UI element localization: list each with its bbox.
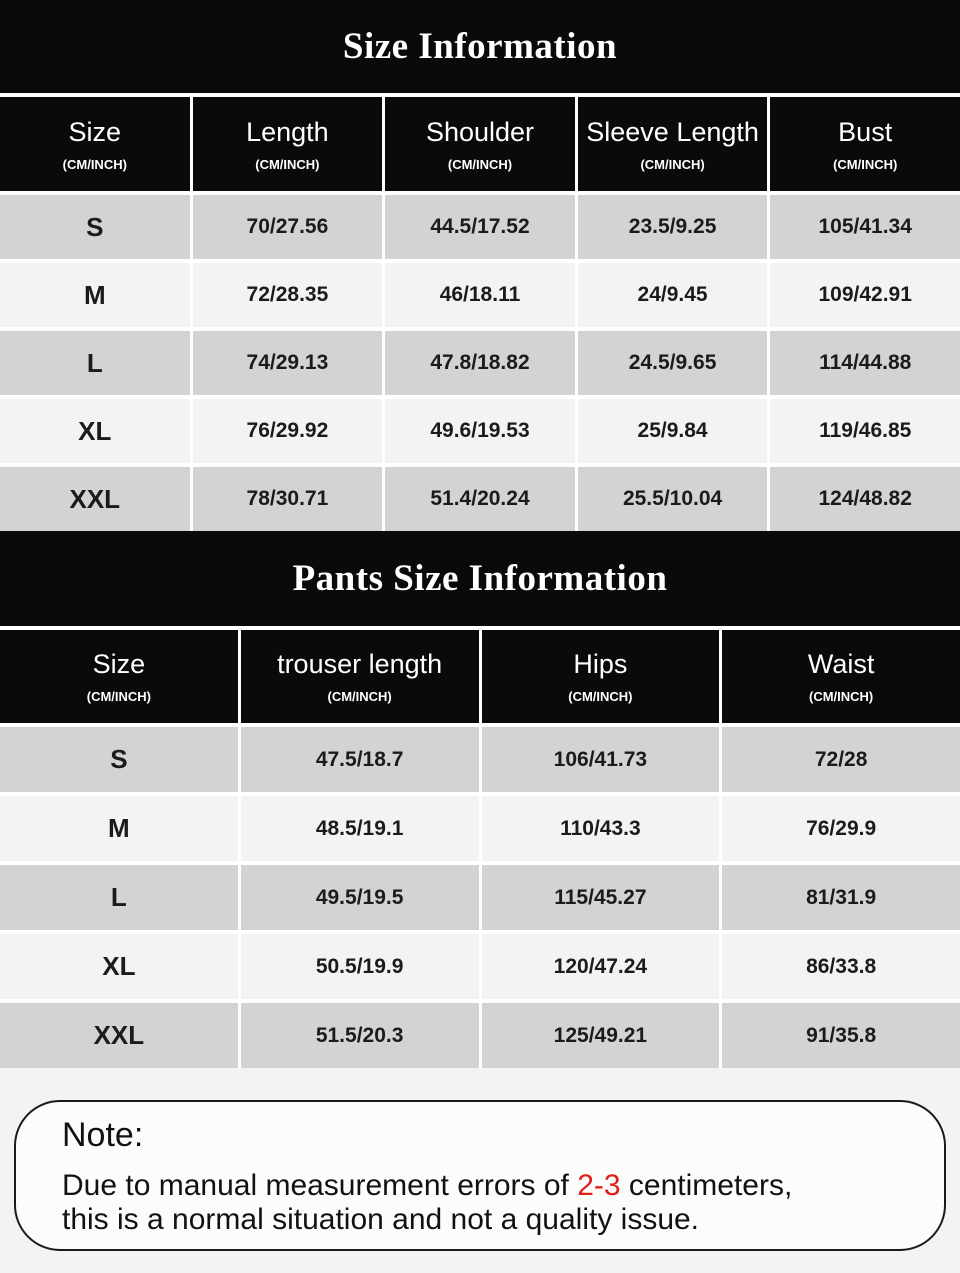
column-label: Size [68,116,122,147]
column-label: Sleeve Length [586,116,759,147]
shirt-value-cell: 74/29.13 [193,331,383,395]
shirt-size-cell: XXL [0,467,190,531]
note-section [0,1068,960,1273]
shirt-size-title-band [0,0,960,93]
shirt-value-cell: 78/30.71 [193,467,383,531]
pants-value-cell: 125/49.21 [482,1003,720,1068]
unit-label: (CM/INCH) [86,689,151,704]
shirt-value-cell: 24.5/9.65 [578,331,768,395]
column-label: Bust [838,116,893,147]
shirt-size-cell: M [0,263,190,327]
unit-label: (CM/INCH) [640,156,705,172]
column-label: Length [246,116,329,147]
shirt-value-cell: 119/46.85 [770,399,960,463]
shirt-value-cell: 23.5/9.25 [578,195,768,259]
note-heading: Note: [62,1116,144,1154]
unit-label: (CM/INCH) [568,689,633,704]
shirt-size-cell: S [0,195,190,259]
pants-col-header-size [0,630,238,723]
pants-value-cell: 72/28 [722,727,960,792]
pants-value-cell: 81/31.9 [722,865,960,930]
note-text: centimeters, [620,1169,793,1202]
pants-size-title: Pants Size Information [292,558,668,599]
pants-value-cell: 47.5/18.7 [241,727,479,792]
column-label: Waist [807,649,875,679]
column-label: trouser length [277,649,443,679]
column-label: Shoulder [425,116,535,147]
shirt-value-cell: 51.4/20.24 [385,467,575,531]
shirt-value-cell: 25/9.84 [578,399,768,463]
shirt-value-cell: 124/48.82 [770,467,960,531]
pants-value-cell: 49.5/19.5 [241,865,479,930]
pants-value-cell: 91/35.8 [722,1003,960,1068]
shirt-value-cell: 114/44.88 [770,331,960,395]
unit-label: (CM/INCH) [447,156,513,172]
shirt-col-header-bust [770,97,960,191]
pants-col-header-hips [482,630,720,723]
pants-value-cell: 76/29.9 [722,796,960,861]
pants-col-header-waist [722,630,960,723]
unit-label: (CM/INCH) [62,156,127,172]
pants-size-cell: S [0,727,238,792]
shirt-table-body [0,191,960,531]
pants-table-body [0,723,960,1068]
note-box [14,1100,946,1251]
pants-table-header [0,630,960,723]
shirt-value-cell: 25.5/10.04 [578,467,768,531]
shirt-value-cell: 109/42.91 [770,263,960,327]
shirt-col-header-shoulder [385,97,575,191]
unit-label: (CM/INCH) [808,689,874,704]
shirt-value-cell: 44.5/17.52 [385,195,575,259]
pants-value-cell: 50.5/19.9 [241,934,479,999]
unit-label: (CM/INCH) [255,156,320,172]
note-highlight: 2-3 [577,1169,621,1202]
shirt-value-cell: 105/41.34 [770,195,960,259]
shirt-value-cell: 47.8/18.82 [385,331,575,395]
shirt-value-cell: 76/29.92 [193,399,383,463]
pants-size-cell: XL [0,934,238,999]
pants-value-cell: 120/47.24 [482,934,720,999]
column-label: Size [92,649,146,679]
pants-value-cell: 115/45.27 [482,865,720,930]
pants-value-cell: 110/43.3 [482,796,720,861]
column-label: Hips [573,649,628,679]
note-line-1 [62,1169,900,1203]
shirt-size-title: Size Information [342,26,618,67]
pants-value-cell: 86/33.8 [722,934,960,999]
pants-value-cell: 51.5/20.3 [241,1003,479,1068]
shirt-table-header [0,97,960,191]
pants-value-cell: 106/41.73 [482,727,720,792]
shirt-size-cell: L [0,331,190,395]
note-text: Due to manual measurement errors of [62,1169,578,1202]
shirt-value-cell: 70/27.56 [193,195,383,259]
shirt-size-cell: XL [0,399,190,463]
pants-size-cell: XXL [0,1003,238,1068]
shirt-value-cell: 49.6/19.53 [385,399,575,463]
shirt-value-cell: 72/28.35 [193,263,383,327]
shirt-value-cell: 24/9.45 [578,263,768,327]
pants-col-header-trouser-length [241,630,479,723]
note-line-2: this is a normal situation and not a quality issue. [62,1202,700,1236]
pants-size-cell: L [0,865,238,930]
shirt-col-header-sleeve-length [578,97,768,191]
shirt-col-header-size [0,97,190,191]
pants-value-cell: 48.5/19.1 [241,796,479,861]
unit-label: (CM/INCH) [833,156,898,172]
pants-size-title-band [0,531,960,626]
unit-label: (CM/INCH) [327,689,392,704]
pants-size-cell: M [0,796,238,861]
shirt-col-header-length [193,97,383,191]
shirt-value-cell: 46/18.11 [385,263,575,327]
